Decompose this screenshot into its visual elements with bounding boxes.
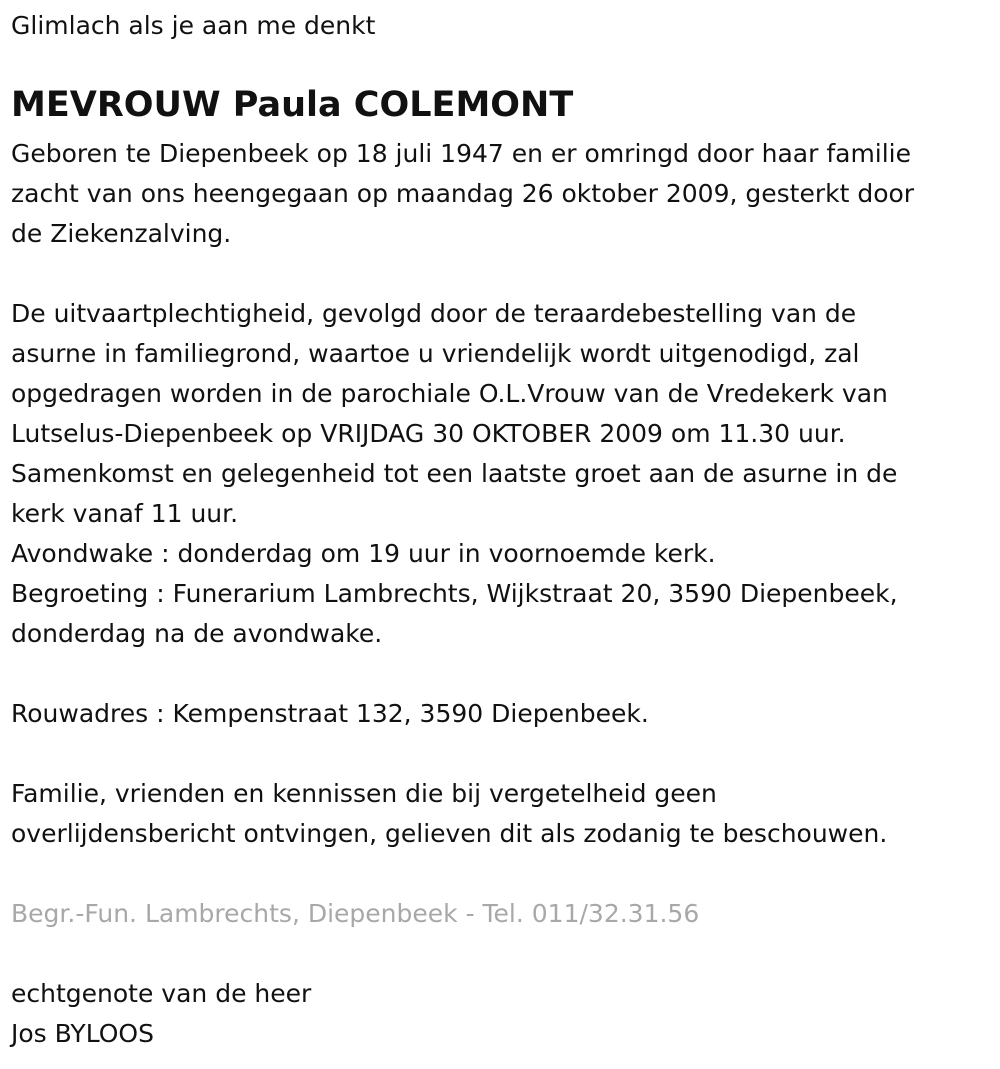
ceremony-line: Samenkomst en gelegenheid tot een laatste groet aan de asurne in de (11, 459, 898, 488)
ceremony-line: asurne in familiegrond, waartoe u vriendelijk wordt uitgenodigd, zal (11, 339, 860, 368)
notice-line: overlijdensbericht ontvingen, gelieven dit als zodanig te beschouwen. (11, 819, 888, 848)
ceremony-line: opgedragen worden in de parochiale O.L.Vrouw van de Vredekerk van (11, 379, 888, 408)
ceremony-line: Lutselus-Diepenbeek op VRIJDAG 30 OKTOBER 2009 om 11.30 uur. (11, 419, 846, 448)
birth-death-paragraph (11, 134, 914, 254)
birth-line: Geboren te Diepenbeek op 18 juli 1947 en er omringd door haar familie (11, 139, 912, 168)
greeting-line: donderdag na de avondwake. (11, 619, 383, 648)
funeral-home-line: Begr.-Fun. Lambrechts, Diepenbeek - Tel. 011/32.31.56 (11, 899, 700, 928)
birth-line: de Ziekenzalving. (11, 219, 232, 248)
spouse-name: Jos BYLOOS (11, 1019, 154, 1048)
mourning-address (11, 694, 649, 734)
greeting-line: Begroeting : Funerarium Lambrechts, Wijkstraat 20, 3590 Diepenbeek, (11, 579, 898, 608)
notice-paragraph (11, 774, 887, 854)
birth-line: zacht van ons heengegaan op maandag 26 oktober 2009, gesterkt door (11, 179, 915, 208)
notice-line: Familie, vrienden en kennissen die bij vergetelheid geen (11, 779, 717, 808)
wake-line: Avondwake : donderdag om 19 uur in voornoemde kerk. (11, 539, 716, 568)
ceremony-paragraph (11, 294, 898, 654)
deceased-name: MEVROUW Paula COLEMONT (11, 85, 574, 125)
spouse-paragraph (11, 974, 311, 1054)
mourning-address-line: Rouwadres : Kempenstraat 132, 3590 Diepenbeek. (11, 699, 649, 728)
motto: Glimlach als je aan me denkt (11, 11, 376, 40)
funeral-home-footer (11, 894, 699, 934)
ceremony-line: kerk vanaf 11 uur. (11, 499, 239, 528)
spouse-line: echtgenote van de heer (11, 979, 312, 1008)
ceremony-line: De uitvaartplechtigheid, gevolgd door de teraardebestelling van de (11, 299, 857, 328)
